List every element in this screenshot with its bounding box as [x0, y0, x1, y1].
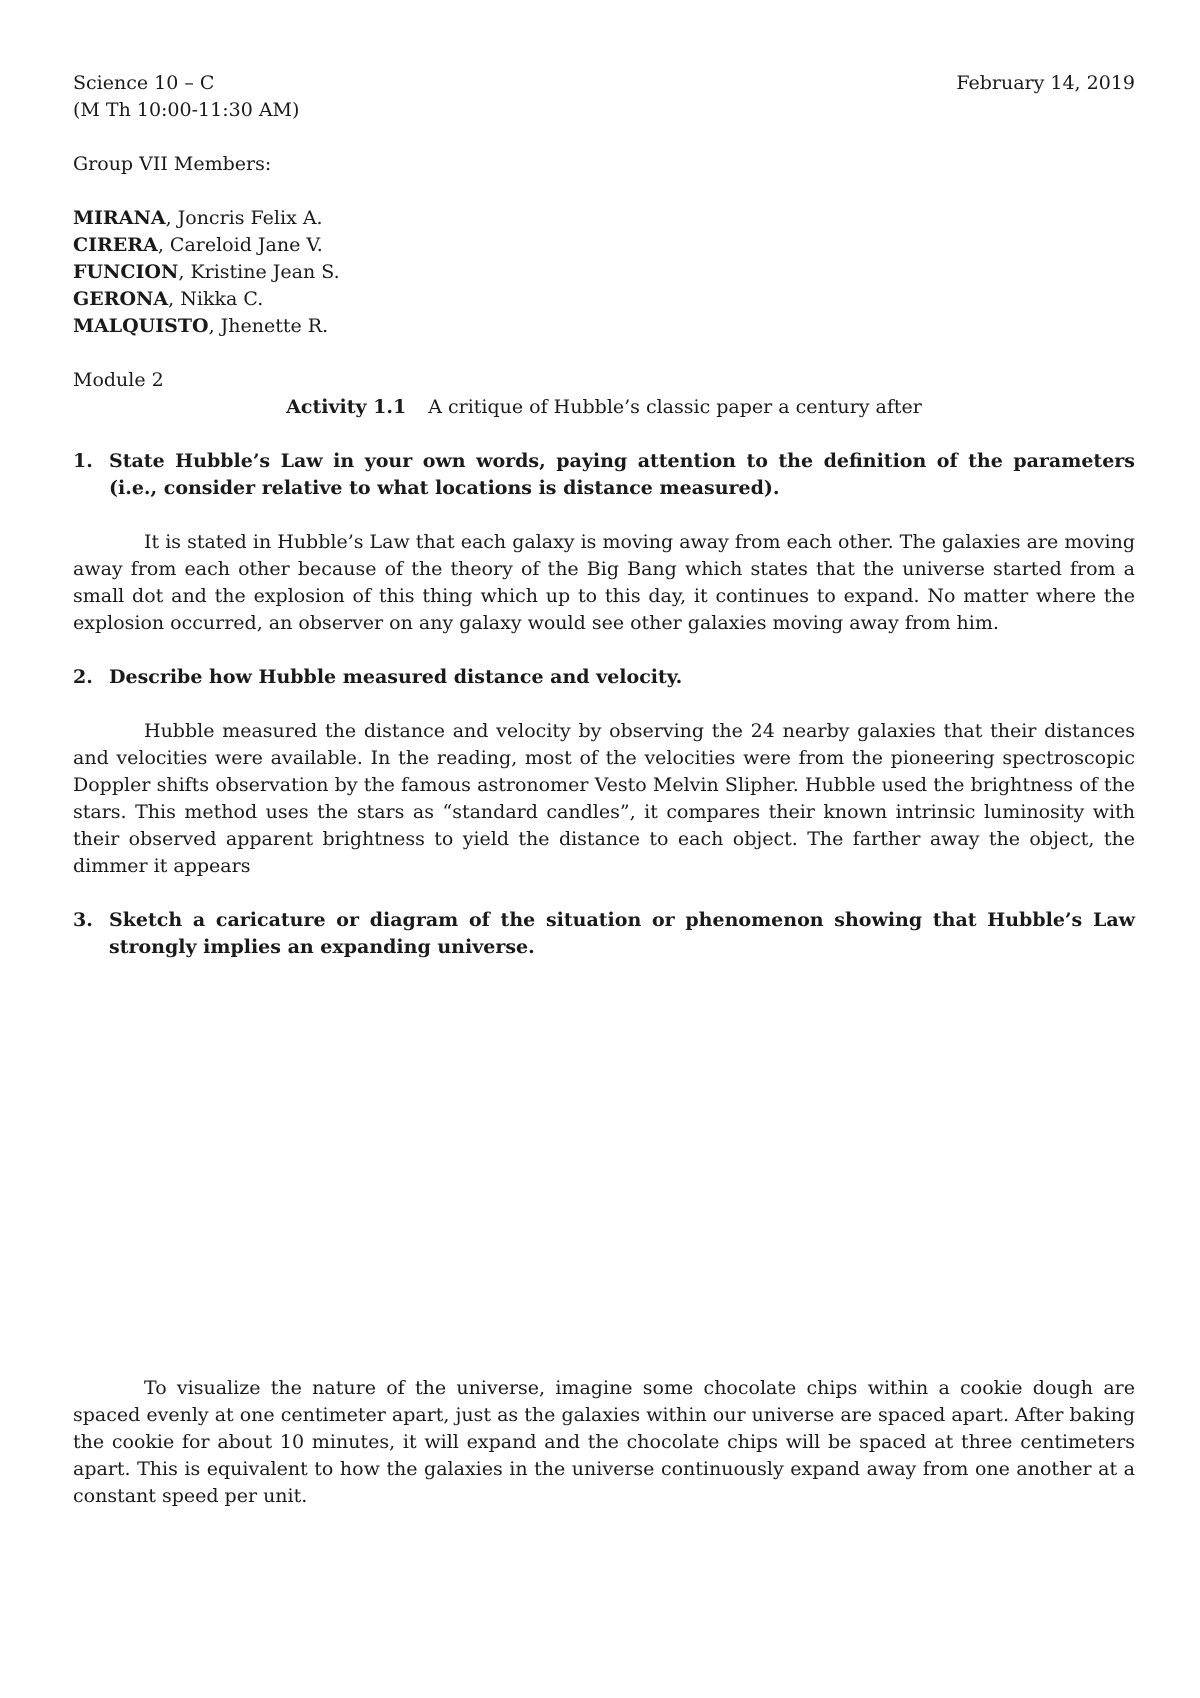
member-surname: MALQUISTO	[73, 315, 209, 337]
question-text: Sketch a caricature or diagram of the situation or phenomenon showing that Hubble’s Law strongly implies an expanding universe.	[109, 909, 1135, 958]
course-label: Science 10 – C	[73, 72, 215, 94]
member-surname: FUNCION	[73, 261, 179, 283]
member-item	[73, 313, 1135, 340]
group-label: Group VII Members:	[73, 153, 272, 175]
member-given-name: , Careloid Jane V.	[157, 234, 323, 256]
answer-2: Hubble measured the distance and velocity by observing the 24 nearby galaxies that their distances and velocities were available. In the reading, most of the velocities were from the pioneering spectroscopic Doppler shifts observation by the famous astronomer Vesto Melvin Slipher. Hubble used the brightness of the stars. This method uses the stars as “standard candles”, it compares their known intrinsic luminosity with their observed apparent brightness to yield the distance to each object. The farther away the object, the dimmer it appears	[73, 720, 1135, 877]
member-item	[73, 286, 1135, 313]
activity-title	[73, 394, 1135, 421]
question-2	[73, 664, 1135, 691]
question-text: State Hubble’s Law in your own words, paying attention to the definition of the parameters (i.e., consider relative to what locations is distance measured).	[109, 450, 1135, 499]
answer-1: It is stated in Hubble’s Law that each galaxy is moving away from each other. The galaxies are moving away from each other because of the theory of the Big Bang which states that the universe started from a small dot and the explosion of this thing which up to this day, it continues to expand. No matter where the explosion occurred, an observer on any galaxy would see other galaxies moving away from him.	[73, 531, 1135, 634]
sketch-area	[73, 961, 1135, 1348]
date-label: February 14, 2019	[956, 72, 1135, 94]
question-number: 3.	[73, 909, 93, 931]
question-1	[73, 448, 1135, 502]
header-row	[73, 70, 1135, 97]
module-label: Module 2	[73, 369, 164, 391]
member-item	[73, 259, 1135, 286]
member-given-name: , Jhenette R.	[208, 315, 329, 337]
member-item	[73, 205, 1135, 232]
member-surname: CIRERA	[73, 234, 158, 256]
answer-3: To visualize the nature of the universe, imagine some chocolate chips within a cookie dough are spaced evenly at one centimeter apart, just as the galaxies within our universe are spaced apart. After baking the cookie for about 10 minutes, it will expand and the chocolate chips will be spaced at three centimeters apart. This is equivalent to how the galaxies in the universe continuously expand away from one another at a constant speed per unit.	[73, 1377, 1135, 1507]
member-surname: GERONA	[73, 288, 169, 310]
member-given-name: , Nikka C.	[168, 288, 264, 310]
member-given-name: , Joncris Felix A.	[165, 207, 323, 229]
member-list	[73, 205, 1135, 340]
document-page	[73, 70, 1135, 1529]
member-given-name: , Kristine Jean S.	[178, 261, 340, 283]
member-item	[73, 232, 1135, 259]
question-3	[73, 907, 1135, 961]
question-number: 1.	[73, 450, 93, 472]
member-surname: MIRANA	[73, 207, 166, 229]
question-text: Describe how Hubble measured distance and velocity.	[109, 666, 683, 688]
activity-name: A critique of Hubble’s classic paper a century after	[428, 396, 922, 418]
activity-number: Activity 1.1	[286, 396, 407, 418]
schedule-label: (M Th 10:00-11:30 AM)	[73, 99, 300, 121]
question-number: 2.	[73, 666, 93, 688]
